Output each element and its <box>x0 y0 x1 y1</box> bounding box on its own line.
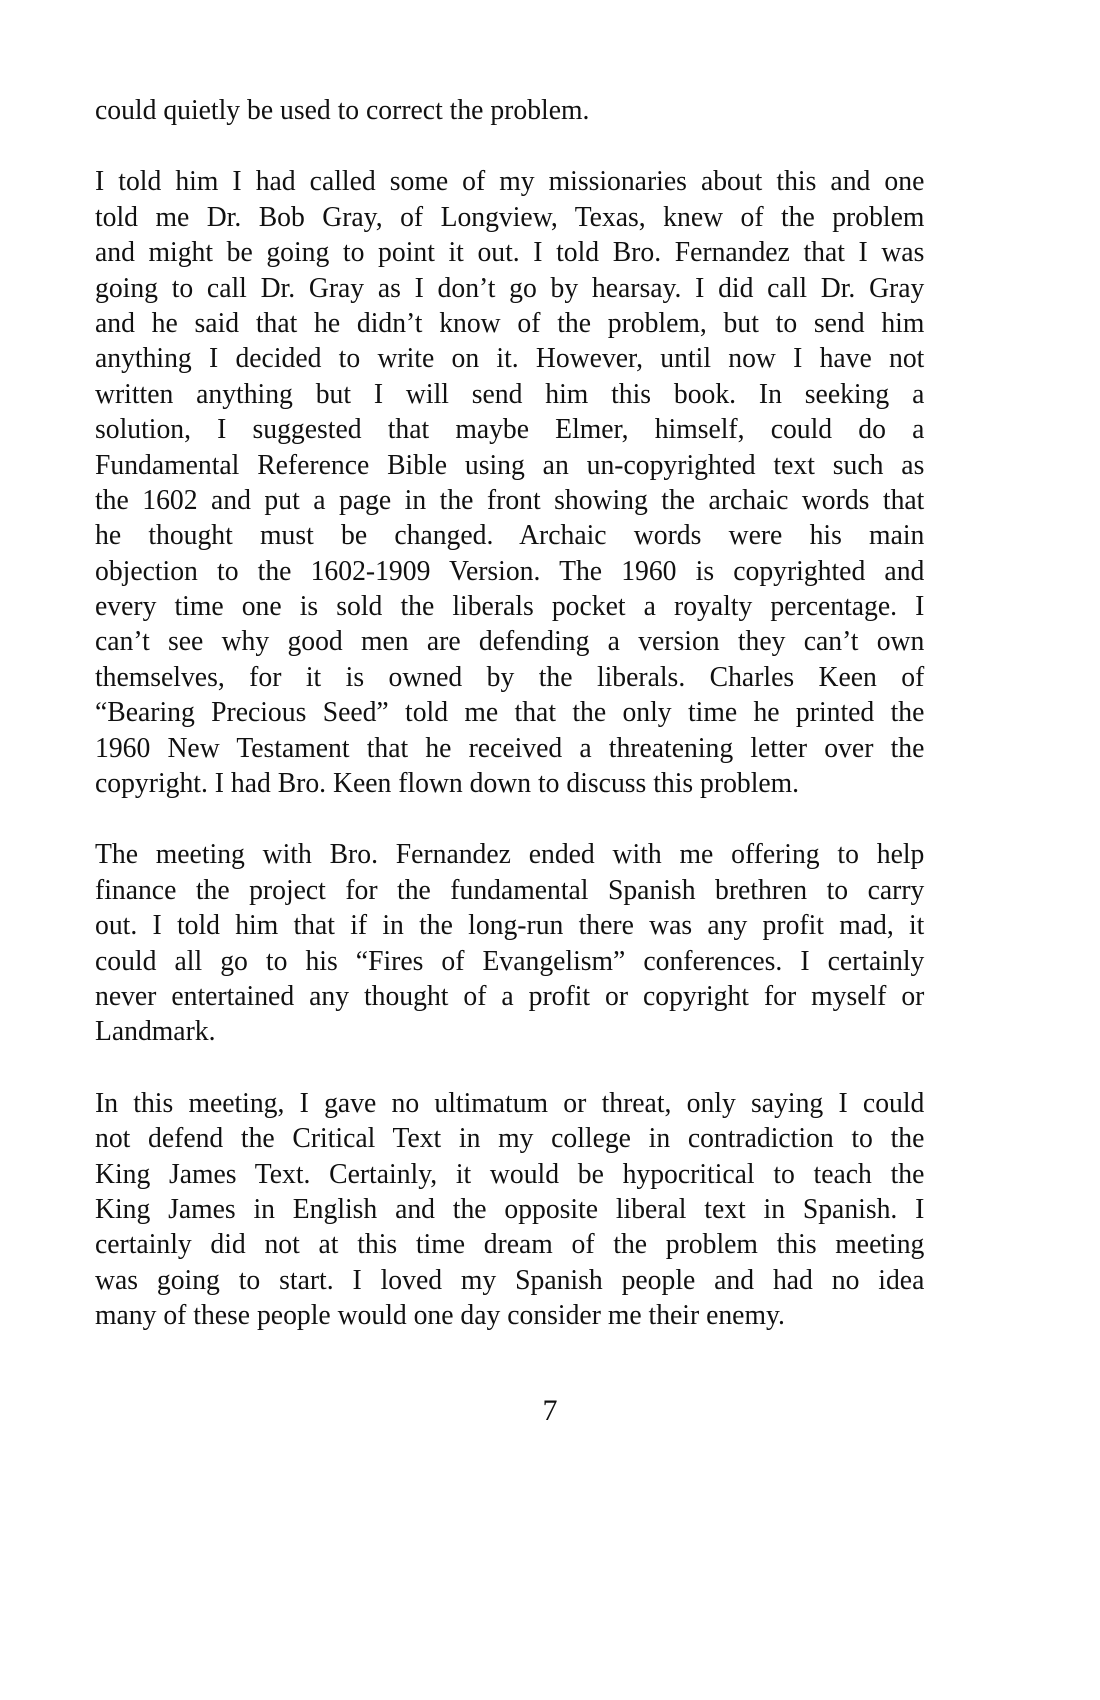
text-line: was going to start. I loved my Spanish people and had no idea <box>95 1264 925 1296</box>
text-line: out. I told him that if in the long-run there was any profit mad, it <box>95 910 925 942</box>
text-line: could quietly be used to correct the problem. <box>95 95 590 126</box>
text-line: 1960 New Testament that he received a threatening letter over the <box>95 732 925 764</box>
text-line: copyright. I had Bro. Keen flown down to discuss this problem. <box>95 768 800 800</box>
text-line: themselves, for it is owned by the liberals. Charles Keen of <box>95 661 925 693</box>
text-line: the 1602 and put a page in the front showing the archaic words that <box>95 484 925 516</box>
text-line: can’t see why good men are defending a version they can’t own <box>95 626 925 658</box>
text-line: Landmark. <box>95 1016 216 1048</box>
text-line: “Bearing Precious Seed” told me that the only time he printed the <box>95 697 925 729</box>
text-line: and might be going to point it out. I told Bro. Fernandez that I was <box>95 237 925 269</box>
text-line: and he said that he didn’t know of the problem, but to send him <box>95 307 925 339</box>
paragraph <box>95 837 924 1049</box>
text-line: King James in English and the opposite liberal text in Spanish. I <box>95 1193 925 1225</box>
paragraph <box>95 164 924 801</box>
paragraph <box>95 93 924 128</box>
body-text <box>95 93 924 1370</box>
text-line: never entertained any thought of a profit or copyright for myself or <box>95 980 925 1012</box>
text-line: Fundamental Reference Bible using an un-copyrighted text such as <box>95 449 925 481</box>
page-number: 7 <box>542 1394 558 1427</box>
text-line: going to call Dr. Gray as I don’t go by hearsay. I did call Dr. Gray <box>95 272 925 304</box>
text-line: could all go to his “Fires of Evangelism” conferences. I certainly <box>95 945 925 977</box>
text-line: written anything but I will send him this book. In seeking a <box>95 378 925 410</box>
text-line: not defend the Critical Text in my college in contradiction to the <box>95 1123 925 1155</box>
text-line: objection to the 1602-1909 Version. The 1960 is copyrighted and <box>95 555 925 587</box>
text-line: told me Dr. Bob Gray, of Longview, Texas, knew of the problem <box>95 201 925 233</box>
text-line: he thought must be changed. Archaic words were his main <box>95 520 925 552</box>
text-line: every time one is sold the liberals pocket a royalty percentage. I <box>95 591 925 623</box>
text-line: I told him I had called some of my missionaries about this and one <box>95 166 925 198</box>
text-line: anything I decided to write on it. However, until now I have not <box>95 343 925 375</box>
text-line: certainly did not at this time dream of the problem this meeting <box>95 1229 925 1261</box>
text-line: finance the project for the fundamental Spanish brethren to carry <box>95 874 925 906</box>
text-line: many of these people would one day consider me their enemy. <box>95 1300 785 1332</box>
text-line: In this meeting, I gave no ultimatum or threat, only saying I could <box>95 1087 925 1119</box>
text-line: King James Text. Certainly, it would be hypocritical to teach the <box>95 1158 925 1190</box>
text-line: The meeting with Bro. Fernandez ended with me offering to help <box>95 839 925 871</box>
text-line: solution, I suggested that maybe Elmer, himself, could do a <box>95 414 925 446</box>
paragraph <box>95 1086 924 1334</box>
